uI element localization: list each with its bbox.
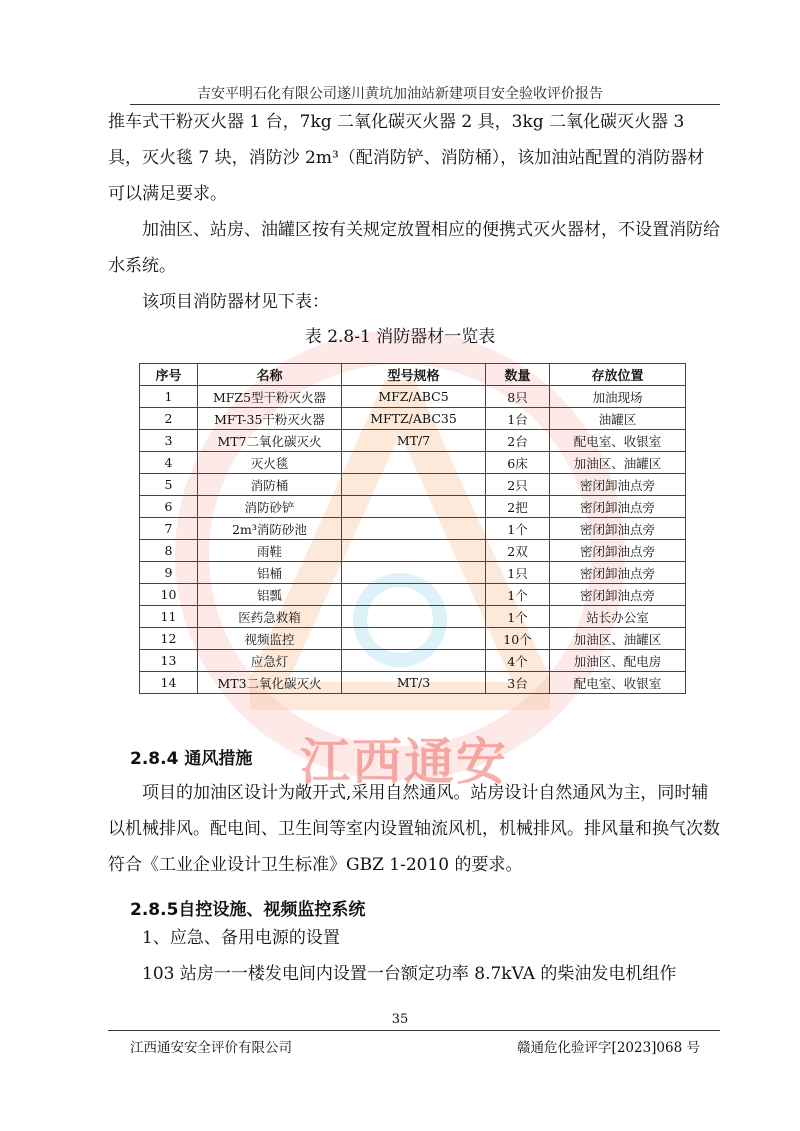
cell-index: 3 <box>140 430 198 452</box>
cell-model <box>342 452 486 474</box>
table-row <box>140 496 686 518</box>
cell-index: 14 <box>140 672 198 694</box>
cell-location: 加油区、配电房 <box>550 650 686 672</box>
section-title-ventilation: 2.8.4 通风措施 <box>130 749 253 769</box>
paragraph-ventilation: 项目的加油区设计为敞开式,采用自然通风。站房设计自然通风为主，同时辅以机械排风。配电间、卫生间等室内设置轴流风机，机械排风。排风量和换气次数符合《工业企业设计卫生标准》GBZ 1-2010 的要求。 <box>108 783 720 875</box>
cell-index: 4 <box>140 452 198 474</box>
cell-model <box>342 562 486 584</box>
cell-name: MFZ5型干粉灭火器 <box>198 386 342 408</box>
cell-model <box>342 474 486 496</box>
table-row <box>140 518 686 540</box>
cell-quantity: 4个 <box>486 650 550 672</box>
cell-index: 6 <box>140 496 198 518</box>
fire-equipment-table <box>139 363 686 694</box>
cell-model: MFZ/ABC5 <box>342 386 486 408</box>
cell-name: 应急灯 <box>198 650 342 672</box>
cell-name: 2m³消防砂池 <box>198 518 342 540</box>
cell-model: MT/7 <box>342 430 486 452</box>
cell-quantity: 8只 <box>486 386 550 408</box>
cell-model: MFTZ/ABC35 <box>342 408 486 430</box>
cell-name: MFT-35干粉灭火器 <box>198 408 342 430</box>
cell-quantity: 1个 <box>486 606 550 628</box>
table-row <box>140 606 686 628</box>
table-row <box>140 540 686 562</box>
footer-report-number: 赣通危化验评字[2023]068 号 <box>517 1040 700 1056</box>
cell-index: 9 <box>140 562 198 584</box>
cell-quantity: 1个 <box>486 584 550 606</box>
cell-model <box>342 540 486 562</box>
cell-index: 12 <box>140 628 198 650</box>
cell-quantity: 6床 <box>486 452 550 474</box>
paragraph-fire-equipment: 推车式干粉灭火器 1 台，7kg 二氧化碳灭火器 2 具，3kg 二氧化碳灭火器 3 具，灭火毯 7 块，消防沙 2m³（配消防铲、消防桶），该加油站配置的消防器材可以满足要求。 <box>108 112 705 204</box>
footer-company: 江西通安安全评价有限公司 <box>130 1040 292 1056</box>
col-header-location: 存放位置 <box>550 364 686 386</box>
cell-location: 密闭卸油点旁 <box>550 562 686 584</box>
paragraph-table-intro: 该项目消防器材见下表： <box>142 292 329 312</box>
cell-name: 雨鞋 <box>198 540 342 562</box>
page-header: 吉安平明石化有限公司遂川黄坑加油站新建项目安全验收评价报告 <box>197 86 603 102</box>
cell-location: 密闭卸油点旁 <box>550 584 686 606</box>
list-item-power-supply: 1、应急、备用电源的设置 <box>142 928 340 948</box>
cell-index: 8 <box>140 540 198 562</box>
cell-name: 视频监控 <box>198 628 342 650</box>
cell-location: 加油现场 <box>550 386 686 408</box>
cell-quantity: 2只 <box>486 474 550 496</box>
cell-model <box>342 650 486 672</box>
cell-location: 站长办公室 <box>550 606 686 628</box>
table-row <box>140 584 686 606</box>
cell-index: 5 <box>140 474 198 496</box>
cell-index: 11 <box>140 606 198 628</box>
cell-name: 医药急救箱 <box>198 606 342 628</box>
cell-quantity: 2台 <box>486 430 550 452</box>
table-row <box>140 430 686 452</box>
cell-model: MT/3 <box>342 672 486 694</box>
cell-quantity: 2把 <box>486 496 550 518</box>
table-row <box>140 628 686 650</box>
paragraph-portable-extinguishers: 加油区、站房、油罐区按有关规定放置相应的便携式灭火器材，不设置消防给水系统。 <box>108 220 720 276</box>
cell-quantity: 2双 <box>486 540 550 562</box>
cell-model <box>342 518 486 540</box>
cell-index: 2 <box>140 408 198 430</box>
cell-quantity: 1只 <box>486 562 550 584</box>
table-row <box>140 672 686 694</box>
cell-location: 油罐区 <box>550 408 686 430</box>
table-row <box>140 452 686 474</box>
table-header-row <box>140 364 686 386</box>
table-row <box>140 408 686 430</box>
cell-location: 密闭卸油点旁 <box>550 540 686 562</box>
cell-location: 密闭卸油点旁 <box>550 518 686 540</box>
cell-quantity: 1个 <box>486 518 550 540</box>
col-header-model: 型号规格 <box>342 364 486 386</box>
cell-model <box>342 496 486 518</box>
footer-divider <box>108 1030 720 1031</box>
cell-model <box>342 584 486 606</box>
cell-quantity: 1台 <box>486 408 550 430</box>
cell-index: 1 <box>140 386 198 408</box>
table-row <box>140 474 686 496</box>
cell-name: 消防桶 <box>198 474 342 496</box>
table-row <box>140 386 686 408</box>
page-number: 35 <box>391 1012 409 1027</box>
cell-index: 10 <box>140 584 198 606</box>
cell-name: 铝瓢 <box>198 584 342 606</box>
cell-model <box>342 606 486 628</box>
paragraph-generator: 103 站房一一楼发电间内设置一台额定功率 8.7kVA 的柴油发电机组作 <box>142 964 677 984</box>
cell-name: MT3二氧化碳灭火 <box>198 672 342 694</box>
cell-quantity: 3台 <box>486 672 550 694</box>
cell-location: 密闭卸油点旁 <box>550 474 686 496</box>
col-header-quantity: 数量 <box>486 364 550 386</box>
watermark-text: 江西通安 <box>300 733 508 791</box>
cell-location: 密闭卸油点旁 <box>550 496 686 518</box>
col-header-name: 名称 <box>198 364 342 386</box>
table-caption: 表 2.8-1 消防器材一览表 <box>304 327 496 347</box>
cell-index: 13 <box>140 650 198 672</box>
cell-location: 配电室、收银室 <box>550 672 686 694</box>
table-row <box>140 650 686 672</box>
cell-location: 加油区、油罐区 <box>550 628 686 650</box>
cell-name: 铝桶 <box>198 562 342 584</box>
cell-location: 加油区、油罐区 <box>550 452 686 474</box>
cell-index: 7 <box>140 518 198 540</box>
col-header-index: 序号 <box>140 364 198 386</box>
section-title-automation: 2.8.5自控设施、视频监控系统 <box>130 900 366 920</box>
table-row <box>140 562 686 584</box>
cell-model <box>342 628 486 650</box>
cell-name: 灭火毯 <box>198 452 342 474</box>
cell-quantity: 10个 <box>486 628 550 650</box>
cell-location: 配电室、收银室 <box>550 430 686 452</box>
cell-name: MT7二氧化碳灭火 <box>198 430 342 452</box>
cell-name: 消防砂铲 <box>198 496 342 518</box>
